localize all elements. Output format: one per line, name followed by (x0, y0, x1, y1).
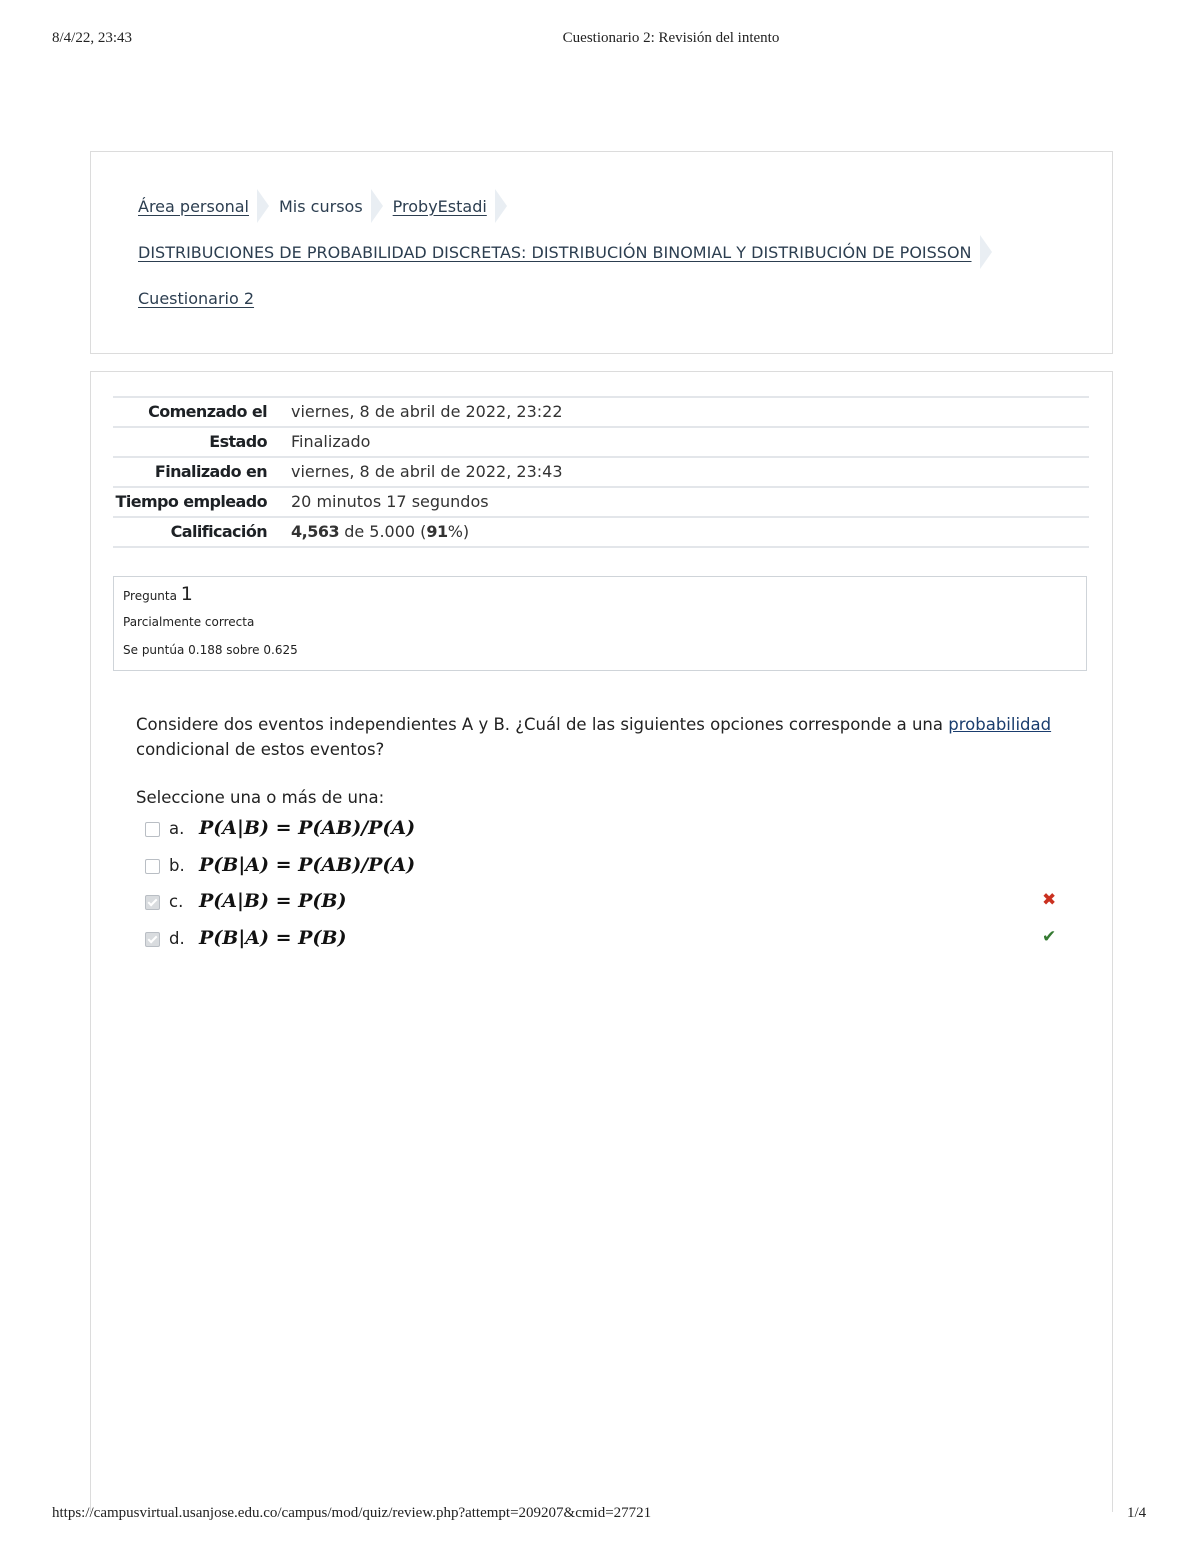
breadcrumb (90, 151, 1113, 354)
summary-label: Finalizado en (113, 457, 275, 487)
answer-letter: a. (169, 819, 185, 838)
print-title: Cuestionario 2: Revisión del intento (562, 30, 780, 46)
print-page-number: 1/4 (1127, 1505, 1147, 1521)
answer-formula: P(B|A) = P(AB)/P(A) (199, 854, 416, 876)
quiz-review (90, 371, 1113, 1512)
answer-option-b (143, 854, 1063, 880)
question-state: Parcialmente correcta (123, 615, 255, 629)
print-url: https://campusvirtual.usanjose.edu.co/campus/mod/quiz/review.php?attempt=209207&cmid=27721 (52, 1505, 652, 1521)
print-footer (0, 1505, 1200, 1525)
incorrect-icon: ✖ (1042, 890, 1057, 910)
breadcrumb-item-area-personal[interactable]: Área personal (138, 196, 249, 216)
answer-letter: c. (169, 892, 184, 911)
grade-value (275, 517, 1089, 547)
answer-letter: d. (169, 929, 185, 948)
answer-formula: P(A|B) = P(AB)/P(A) (199, 817, 416, 839)
answer-checkbox[interactable] (145, 932, 160, 947)
grade-middle: de 5.000 ( (339, 522, 427, 541)
breadcrumb-item-course[interactable]: ProbyEstadi (392, 196, 487, 216)
answer-formula: P(B|A) = P(B) (199, 927, 347, 949)
grade-score: 4,563 (291, 522, 340, 541)
answer-letter: b. (169, 856, 185, 875)
breadcrumb-separator-icon (980, 235, 992, 269)
summary-label: Tiempo empleado (113, 487, 275, 517)
summary-row-grade (113, 517, 1089, 547)
summary-value: viernes, 8 de abril de 2022, 23:43 (275, 457, 1089, 487)
answer-checkbox[interactable] (145, 895, 160, 910)
summary-row-time-taken (113, 487, 1089, 517)
question-info (113, 576, 1087, 671)
breadcrumb-item-section[interactable]: DISTRIBUCIONES DE PROBABILIDAD DISCRETAS: DISTRIBUCIÓN BINOMIAL Y DISTRIBUCIÓN DE POISSON (138, 242, 972, 262)
summary-row-state (113, 427, 1089, 457)
grade-percent: 91 (426, 522, 448, 541)
attempt-summary-table (113, 396, 1089, 548)
breadcrumb-item-mis-cursos: Mis cursos (279, 196, 363, 216)
answer-formula: P(A|B) = P(B) (199, 890, 347, 912)
print-date: 8/4/22, 23:43 (52, 30, 133, 46)
answer-option-a (143, 817, 1063, 843)
summary-value: viernes, 8 de abril de 2022, 23:22 (275, 397, 1089, 427)
summary-value: 20 minutos 17 segundos (275, 487, 1089, 517)
breadcrumb-separator-icon (371, 189, 383, 223)
breadcrumb-separator-icon (257, 189, 269, 223)
summary-label: Estado (113, 427, 275, 457)
breadcrumb-item-quiz[interactable]: Cuestionario 2 (138, 288, 255, 308)
summary-label: Comenzado el (113, 397, 275, 427)
answer-prompt: Seleccione una o más de una: (136, 788, 385, 807)
summary-row-started (113, 397, 1089, 427)
question-text: Considere dos eventos independientes A y B. ¿Cuál de las siguientes opciones corresponde a una probabilidad condicional de estos eventos? (136, 715, 1052, 759)
summary-row-finished (113, 457, 1089, 487)
question-number: Pregunta 1 (123, 583, 193, 605)
answer-option-c (143, 890, 1063, 916)
summary-label: Calificación (113, 517, 275, 547)
answer-checkbox[interactable] (145, 822, 160, 837)
breadcrumb-separator-icon (495, 189, 507, 223)
grade-suffix: %) (447, 522, 470, 541)
glossary-link[interactable]: probabilidad (948, 715, 1052, 734)
correct-icon: ✔ (1042, 927, 1057, 947)
print-header (0, 30, 1200, 50)
answer-option-d (143, 927, 1063, 953)
question-grade: Se puntúa 0.188 sobre 0.625 (123, 643, 298, 657)
summary-value: Finalizado (275, 427, 1089, 457)
answer-checkbox[interactable] (145, 859, 160, 874)
